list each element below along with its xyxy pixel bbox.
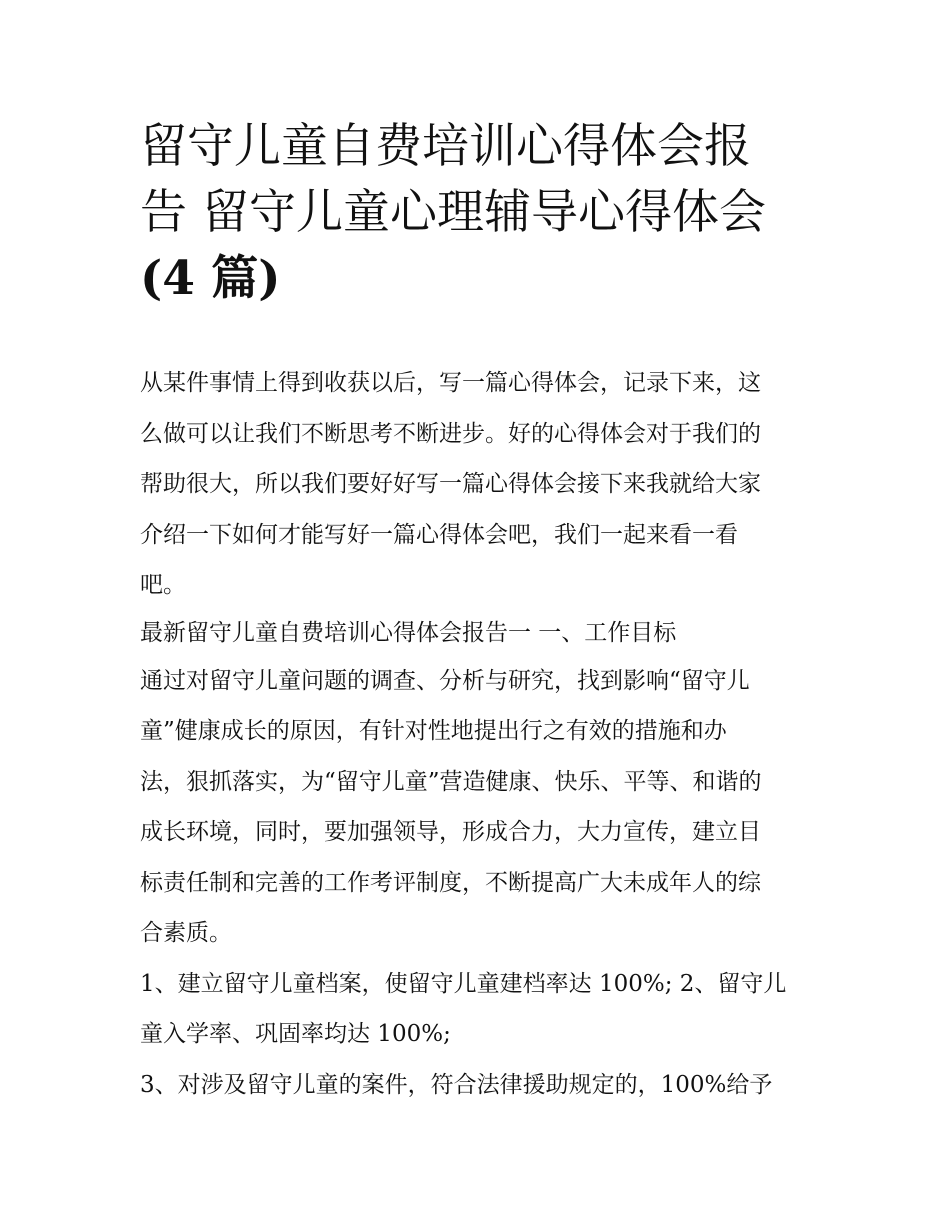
body-line-1: 从某件事情上得到收获以后，写一篇心得体会，记录下来，这 bbox=[140, 370, 761, 396]
body-line-2: 么做可以让我们不断思考不断进步。好的心得体会对于我们的 bbox=[140, 420, 761, 447]
body-line-3: 帮助很大，所以我们要好好写一篇心得体会接下来我就给大家 bbox=[140, 471, 761, 497]
body-line-4: 介绍一下如何才能写好一篇心得体会吧，我们一起来看一看 bbox=[140, 521, 738, 548]
document-body bbox=[140, 358, 820, 1110]
title-line-2: 告 留守儿童心理辅导心得体会 bbox=[140, 185, 766, 240]
body-line-12: 合素质。 bbox=[140, 920, 232, 946]
body-line-8: 童”健康成长的原因，有针对性地提出行之有效的措施和办 bbox=[140, 718, 727, 744]
section-heading: 最新留守儿童自费培训心得体会报告一 一、工作目标 bbox=[140, 619, 677, 646]
body-line-11: 标责任制和完善的工作考评制度，不断提高广大未成年人的综 bbox=[140, 869, 761, 896]
body-line-7: 通过对留守儿童问题的调查、分析与研究，找到影响“留守儿 bbox=[140, 667, 750, 694]
list-item-1: 1、建立留守儿童档案，使留守儿童建档率达 100%; 2、留守儿 bbox=[140, 970, 787, 997]
list-item-1-cont: 童入学率、巩固率均达 100%; bbox=[140, 1021, 451, 1047]
body-line-5: 吧。 bbox=[140, 572, 186, 598]
body-line-9: 法，狠抓落实，为“留守儿童”营造健康、快乐、平等、和谐的 bbox=[140, 768, 762, 795]
document-title bbox=[140, 114, 820, 312]
title-line-1: 留守儿童自费培训心得体会报 bbox=[140, 119, 751, 174]
body-line-10: 成长环境，同时，要加强领导，形成合力，大力宣传，建立目 bbox=[140, 819, 761, 845]
title-line-3: (4 篇) bbox=[140, 251, 281, 306]
list-item-3: 3、对涉及留守儿童的案件，符合法律援助规定的，100%给予 bbox=[140, 1071, 773, 1098]
